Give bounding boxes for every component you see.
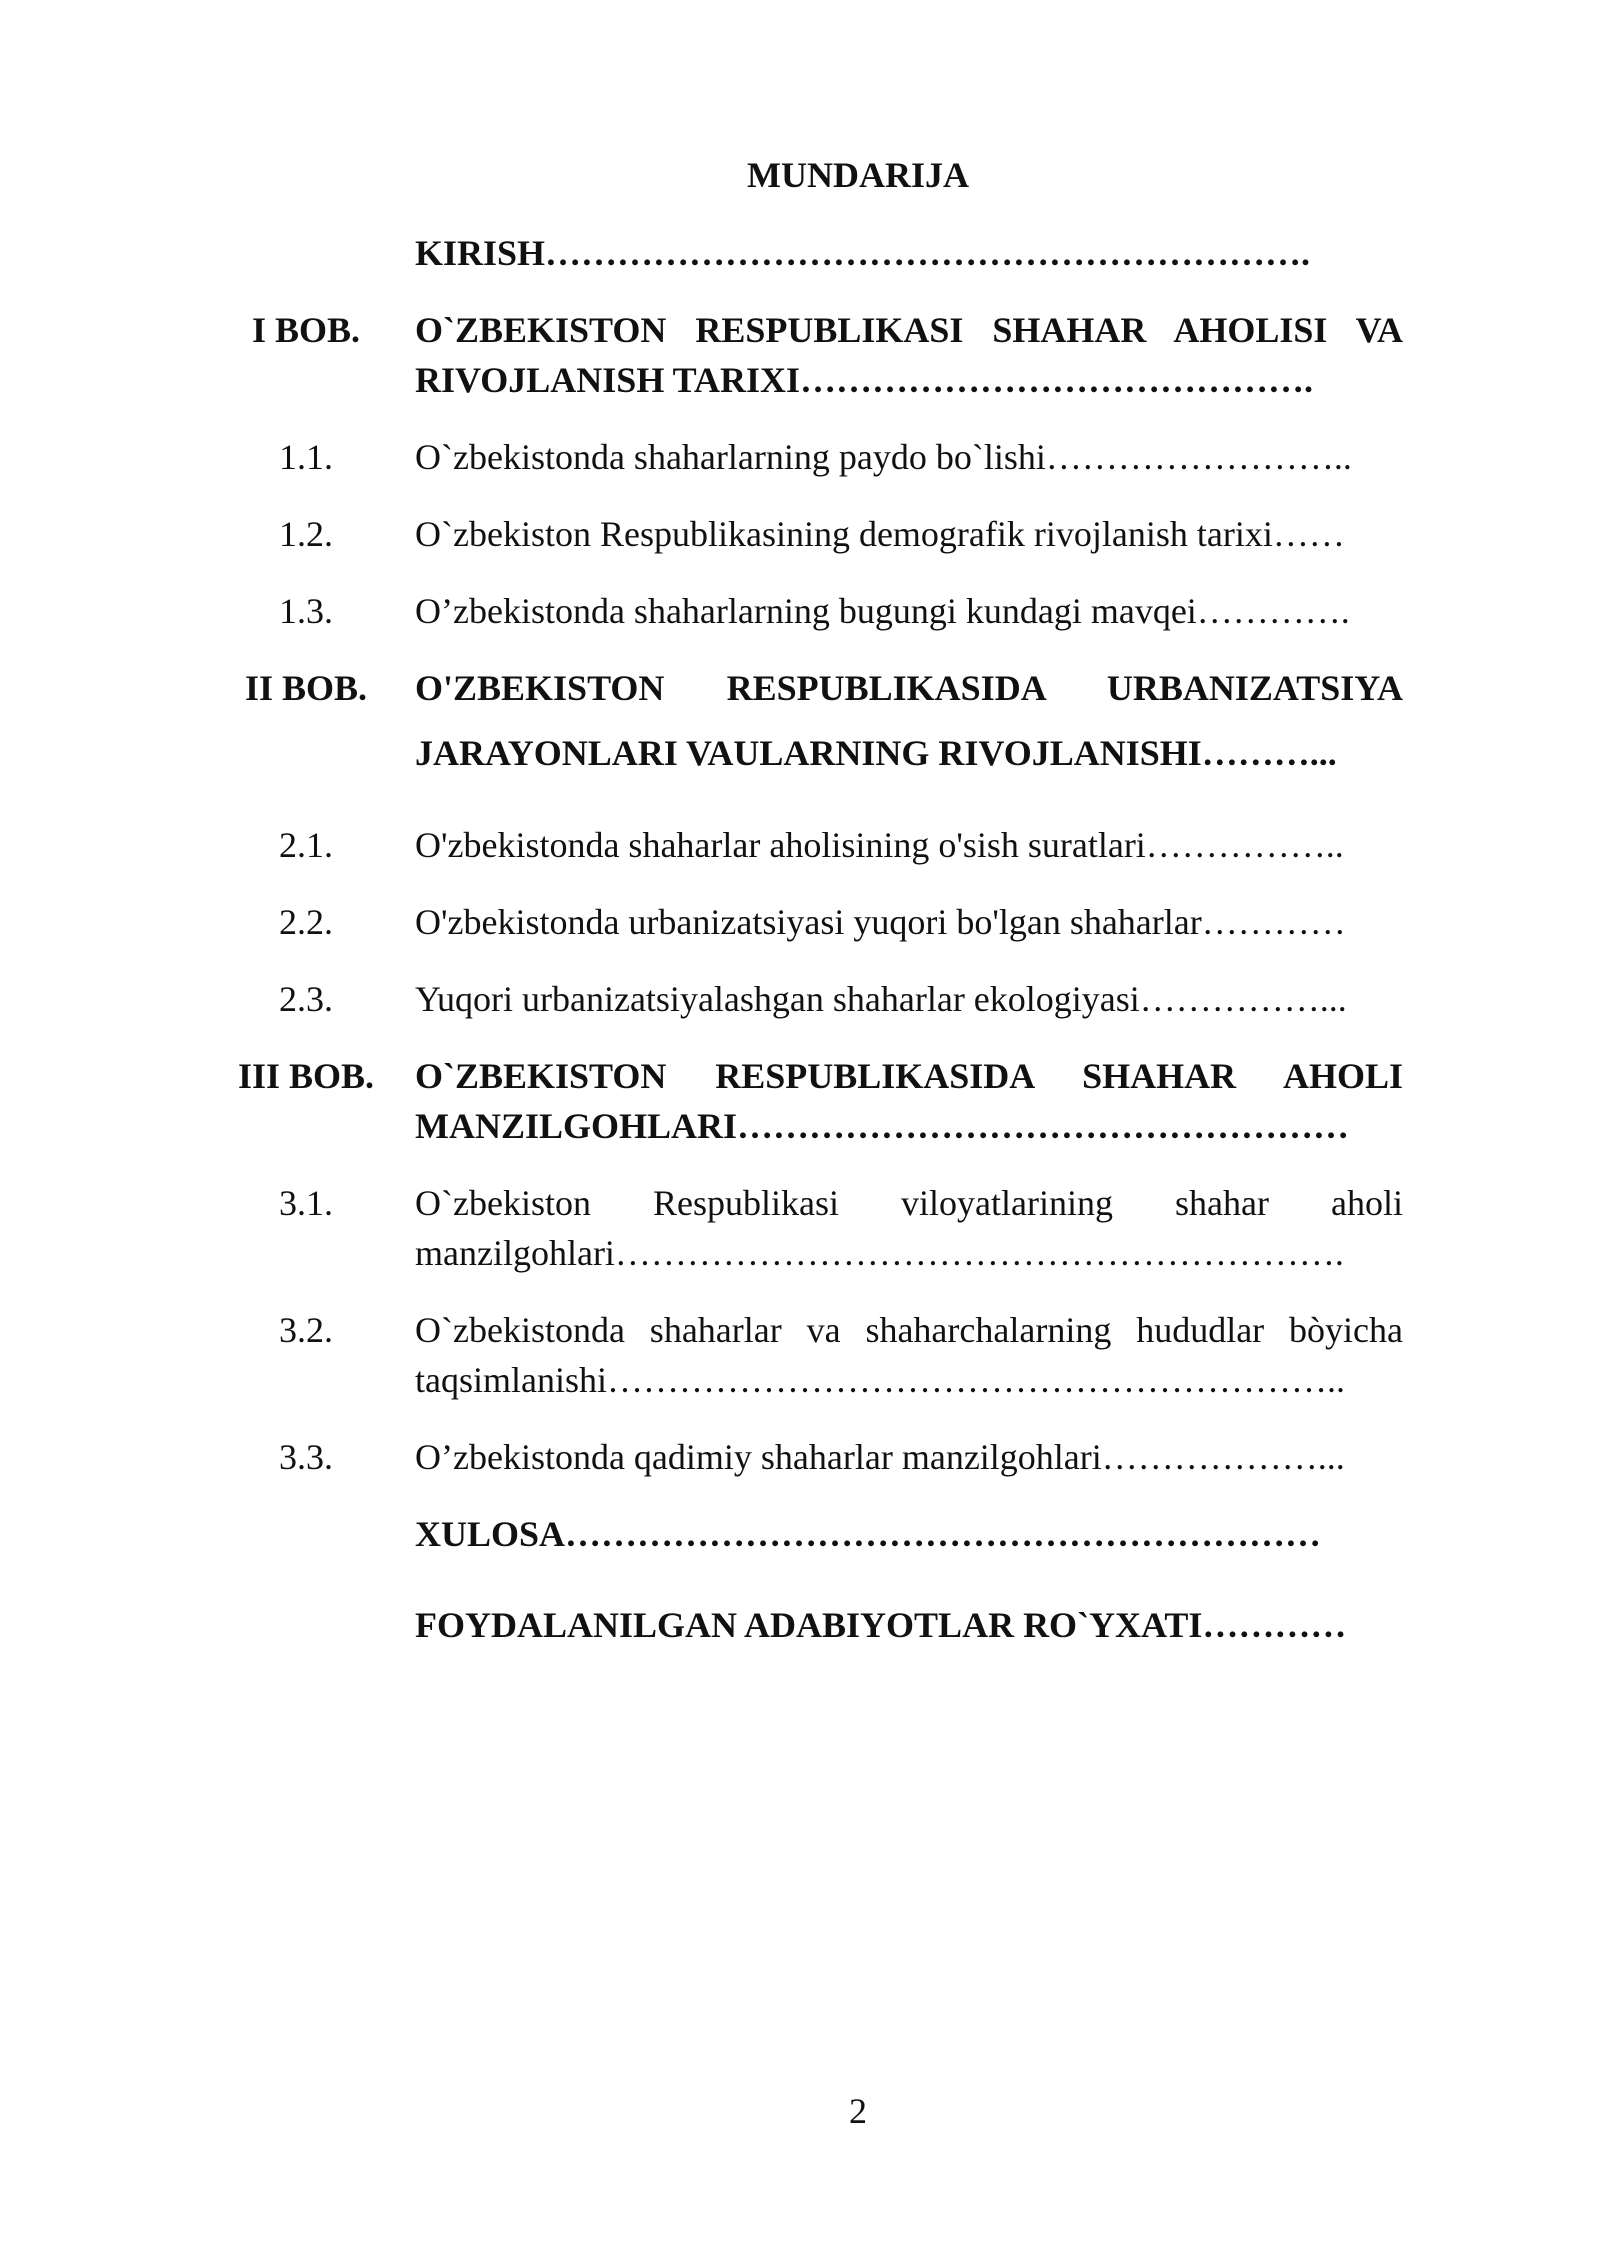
- section-title-line-2: taqsimlanishi……………………………………………………..: [415, 1360, 1345, 1400]
- toc-entry-text: FOYDALANILGAN ADABIYOTLAR RO`YXATI…………: [415, 1605, 1347, 1645]
- chapter-label: II BOB.: [244, 668, 368, 708]
- chapter-title-line-2: JARAYONLARI VAULARNING RIVOJLANISHI………...: [415, 733, 1337, 773]
- chapter-title-line-2: MANZILGOHLARI……………………………………………: [415, 1106, 1350, 1146]
- chapter-label: III BOB.: [237, 1056, 375, 1096]
- section-label: 3.3.: [279, 1437, 333, 1477]
- section-title-line-2: manzilgohlari…………………………………………………….: [415, 1233, 1344, 1273]
- page-number: 2: [849, 2091, 867, 2131]
- chapter-title-line-1: O'ZBEKISTON RESPUBLIKASIDA URBANIZATSIYA: [415, 668, 1403, 708]
- section-title: Yuqori urbanizatsiyalashgan shaharlar ekologiyasi……………...: [415, 979, 1347, 1019]
- section-label: 3.2.: [279, 1310, 333, 1350]
- chapter-title-line-2: RIVOJLANISH TARIXI…………………………………….: [415, 360, 1314, 400]
- section-label: 2.3.: [279, 979, 333, 1019]
- section-label: 2.2.: [279, 902, 333, 942]
- section-title-line-1: O`zbekistonda shaharlar va shaharchalarning hududlar bòyicha: [415, 1310, 1403, 1350]
- section-title-line-1: O`zbekiston Respublikasi viloyatlarining shahar aholi: [415, 1183, 1403, 1223]
- chapter-title-line-1: O`ZBEKISTON RESPUBLIKASI SHAHAR AHOLISI VA: [415, 310, 1403, 350]
- section-title: O'zbekistonda shaharlar aholisining o'sish suratlari……………..: [415, 825, 1344, 865]
- section-label: 1.2.: [279, 514, 333, 554]
- section-title: O’zbekistonda shaharlarning bugungi kundagi mavqei………….: [415, 591, 1350, 631]
- section-title: O`zbekiston Respublikasining demografik rivojlanish tarixi……: [415, 514, 1345, 554]
- section-label: 2.1.: [279, 825, 333, 865]
- section-title: O’zbekistonda qadimiy shaharlar manzilgohlari………………...: [415, 1437, 1345, 1477]
- section-title: O`zbekistonda shaharlarning paydo bo`lishi……………………..: [415, 437, 1352, 477]
- chapter-title-line-1: O`ZBEKISTON RESPUBLIKASIDA SHAHAR AHOLI: [415, 1056, 1403, 1096]
- toc-entry-text: KIRISH……………………………………………………….: [415, 233, 1311, 273]
- toc-entry-text: XULOSA………………………………………………………: [415, 1514, 1322, 1554]
- section-label: 1.3.: [279, 591, 333, 631]
- section-label: 3.1.: [279, 1183, 333, 1223]
- chapter-label: I BOB.: [251, 310, 361, 350]
- section-title: O'zbekistonda urbanizatsiyasi yuqori bo'lgan shaharlar…………: [415, 902, 1346, 942]
- page-title: MUNDARIJA: [747, 155, 969, 195]
- section-label: 1.1.: [279, 437, 333, 477]
